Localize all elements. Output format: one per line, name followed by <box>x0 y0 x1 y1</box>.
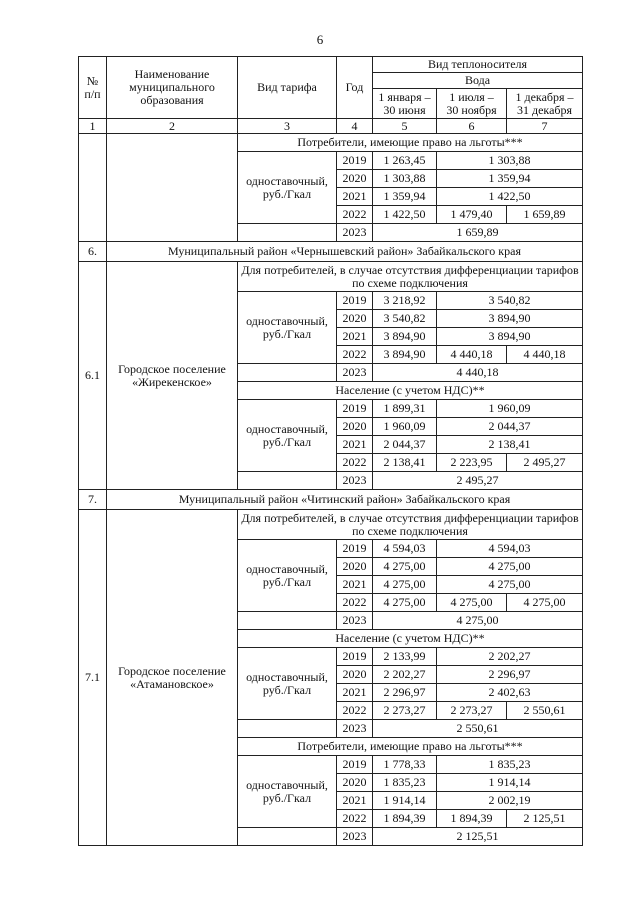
value-period-1: 1 960,09 <box>373 418 437 436</box>
value-period-2-3: 1 359,94 <box>437 170 583 188</box>
year-cell: 2021 <box>337 792 373 810</box>
year-cell: 2023 <box>337 612 373 630</box>
year-cell: 2020 <box>337 558 373 576</box>
page-number: 6 <box>316 32 324 47</box>
tariff-table <box>78 56 583 846</box>
year-cell: 2021 <box>337 328 373 346</box>
header-period-3: 1 декабря – 31 декабря <box>507 89 583 119</box>
year-cell: 2023 <box>337 224 373 242</box>
year-cell: 2022 <box>337 594 373 612</box>
tariff-type: одноставочный, руб./Гкал <box>238 152 337 224</box>
tariff-type: одноставочный, руб./Гкал <box>238 756 337 828</box>
year-cell: 2021 <box>337 684 373 702</box>
value-period-2-3: 4 275,00 <box>437 576 583 594</box>
value-period-2-3: 3 540,82 <box>437 292 583 310</box>
value-period-1: 1 422,50 <box>373 206 437 224</box>
value-period-2-3: 2 138,41 <box>437 436 583 454</box>
value-period-1: 1 835,23 <box>373 774 437 792</box>
settlement-number: 6.1 <box>79 262 107 490</box>
year-cell: 2021 <box>337 436 373 454</box>
consumer-group-label: Для потребителей, в случае отсутствия дифференциации тарифов по схеме подключения <box>238 262 583 292</box>
header-num: № п/п <box>79 57 107 119</box>
year-cell: 2020 <box>337 418 373 436</box>
value-period-2-3: 1 960,09 <box>437 400 583 418</box>
header-tariff-type: Вид тарифа <box>238 57 337 119</box>
tariff-type-empty <box>238 472 337 490</box>
value-period-1: 2 044,37 <box>373 436 437 454</box>
group-label-row <box>79 510 583 540</box>
value-period-1: 2 138,41 <box>373 454 437 472</box>
value-period-2-3: 1 422,50 <box>437 188 583 206</box>
district-number: 6. <box>79 242 107 262</box>
settlement-number: 7.1 <box>79 510 107 846</box>
district-row <box>79 242 583 262</box>
consumer-group-label: Население (с учетом НДС)** <box>238 382 583 400</box>
value-period-2: 4 275,00 <box>437 594 507 612</box>
year-cell: 2022 <box>337 206 373 224</box>
year-cell: 2022 <box>337 454 373 472</box>
tariff-type: одноставочный, руб./Гкал <box>238 292 337 364</box>
header-row <box>79 57 583 73</box>
consumer-group-label: Для потребителей, в случае отсутствия дифференциации тарифов по схеме подключения <box>238 510 583 540</box>
year-cell: 2019 <box>337 152 373 170</box>
value-period-1: 3 894,90 <box>373 346 437 364</box>
value-period-2-3: 1 835,23 <box>437 756 583 774</box>
year-cell: 2022 <box>337 702 373 720</box>
column-number: 4 <box>337 119 373 134</box>
consumer-group-label: Потребители, имеющие право на льготы*** <box>238 738 583 756</box>
value-period-2-3: 2 202,27 <box>437 648 583 666</box>
value-period-1: 3 218,92 <box>373 292 437 310</box>
year-cell: 2020 <box>337 310 373 328</box>
group-label-row <box>79 134 583 152</box>
year-cell: 2019 <box>337 756 373 774</box>
year-cell: 2023 <box>337 472 373 490</box>
value-period-3: 1 659,89 <box>507 206 583 224</box>
year-cell: 2022 <box>337 810 373 828</box>
value-period-3: 4 275,00 <box>507 594 583 612</box>
tariff-type-empty <box>238 224 337 242</box>
header-water: Вода <box>373 73 583 89</box>
value-period-2-3: 3 894,90 <box>437 310 583 328</box>
tariff-type-empty <box>238 828 337 846</box>
consumer-group-label: Население (с учетом НДС)** <box>238 630 583 648</box>
column-number: 2 <box>107 119 238 134</box>
value-period-1: 1 359,94 <box>373 188 437 206</box>
tariff-type: одноставочный, руб./Гкал <box>238 540 337 612</box>
column-number: 6 <box>437 119 507 134</box>
value-period-2: 1 894,39 <box>437 810 507 828</box>
value-all-periods: 2 125,51 <box>373 828 583 846</box>
value-all-periods: 4 440,18 <box>373 364 583 382</box>
value-all-periods: 2 495,27 <box>373 472 583 490</box>
value-period-1: 1 263,45 <box>373 152 437 170</box>
year-cell: 2023 <box>337 720 373 738</box>
year-cell: 2023 <box>337 364 373 382</box>
consumer-group-label: Потребители, имеющие право на льготы*** <box>238 134 583 152</box>
value-period-1: 4 275,00 <box>373 576 437 594</box>
year-cell: 2019 <box>337 540 373 558</box>
year-cell: 2023 <box>337 828 373 846</box>
value-period-2-3: 4 594,03 <box>437 540 583 558</box>
value-period-1: 1 303,88 <box>373 170 437 188</box>
header-period-2: 1 июля – 30 ноября <box>437 89 507 119</box>
tariff-type-empty <box>238 364 337 382</box>
column-number: 7 <box>507 119 583 134</box>
value-period-1: 1 778,33 <box>373 756 437 774</box>
value-period-1: 2 273,27 <box>373 702 437 720</box>
value-period-1: 3 540,82 <box>373 310 437 328</box>
value-period-3: 4 440,18 <box>507 346 583 364</box>
header-municipality: Наименование муниципального образования <box>107 57 238 119</box>
value-period-1: 4 594,03 <box>373 540 437 558</box>
district-name: Муниципальный район «Читинский район» Забайкальского края <box>107 490 583 510</box>
value-period-3: 2 125,51 <box>507 810 583 828</box>
column-number: 1 <box>79 119 107 134</box>
tariff-type-empty <box>238 720 337 738</box>
column-number: 3 <box>238 119 337 134</box>
num-empty <box>79 134 107 242</box>
value-period-1: 4 275,00 <box>373 594 437 612</box>
value-period-1: 1 914,14 <box>373 792 437 810</box>
district-row <box>79 490 583 510</box>
column-number: 5 <box>373 119 437 134</box>
year-cell: 2021 <box>337 576 373 594</box>
value-period-2-3: 2 044,37 <box>437 418 583 436</box>
value-all-periods: 4 275,00 <box>373 612 583 630</box>
value-period-1: 1 894,39 <box>373 810 437 828</box>
value-period-2-3: 2 296,97 <box>437 666 583 684</box>
value-period-2-3: 1 914,14 <box>437 774 583 792</box>
settlement-name: Городское поселение «Жирекенское» <box>107 262 238 490</box>
value-period-2-3: 1 303,88 <box>437 152 583 170</box>
header-heat-carrier: Вид теплоносителя <box>373 57 583 73</box>
district-name: Муниципальный район «Чернышевский район» Забайкальского края <box>107 242 583 262</box>
value-period-1: 3 894,90 <box>373 328 437 346</box>
value-period-2-3: 2 002,19 <box>437 792 583 810</box>
header-period-1: 1 января – 30 июня <box>373 89 437 119</box>
district-number: 7. <box>79 490 107 510</box>
value-period-1: 4 275,00 <box>373 558 437 576</box>
tariff-type: одноставочный, руб./Гкал <box>238 400 337 472</box>
year-cell: 2021 <box>337 188 373 206</box>
group-label-row <box>79 262 583 292</box>
value-all-periods: 2 550,61 <box>373 720 583 738</box>
value-period-2: 4 440,18 <box>437 346 507 364</box>
value-period-1: 2 202,27 <box>373 666 437 684</box>
value-period-3: 2 495,27 <box>507 454 583 472</box>
value-period-2: 1 479,40 <box>437 206 507 224</box>
year-cell: 2020 <box>337 666 373 684</box>
value-period-2: 2 223,95 <box>437 454 507 472</box>
settlement-name: Городское поселение «Атамановское» <box>107 510 238 846</box>
header-year: Год <box>337 57 373 119</box>
year-cell: 2019 <box>337 400 373 418</box>
year-cell: 2019 <box>337 648 373 666</box>
year-cell: 2020 <box>337 774 373 792</box>
municipality-empty <box>107 134 238 242</box>
year-cell: 2020 <box>337 170 373 188</box>
tariff-type-empty <box>238 612 337 630</box>
column-number-row <box>79 119 583 134</box>
year-cell: 2022 <box>337 346 373 364</box>
value-period-1: 2 296,97 <box>373 684 437 702</box>
value-all-periods: 1 659,89 <box>373 224 583 242</box>
value-period-1: 1 899,31 <box>373 400 437 418</box>
tariff-type: одноставочный, руб./Гкал <box>238 648 337 720</box>
value-period-3: 2 550,61 <box>507 702 583 720</box>
value-period-2-3: 2 402,63 <box>437 684 583 702</box>
year-cell: 2019 <box>337 292 373 310</box>
tariff-table-body <box>79 57 583 846</box>
value-period-1: 2 133,99 <box>373 648 437 666</box>
value-period-2-3: 3 894,90 <box>437 328 583 346</box>
value-period-2-3: 4 275,00 <box>437 558 583 576</box>
value-period-2: 2 273,27 <box>437 702 507 720</box>
